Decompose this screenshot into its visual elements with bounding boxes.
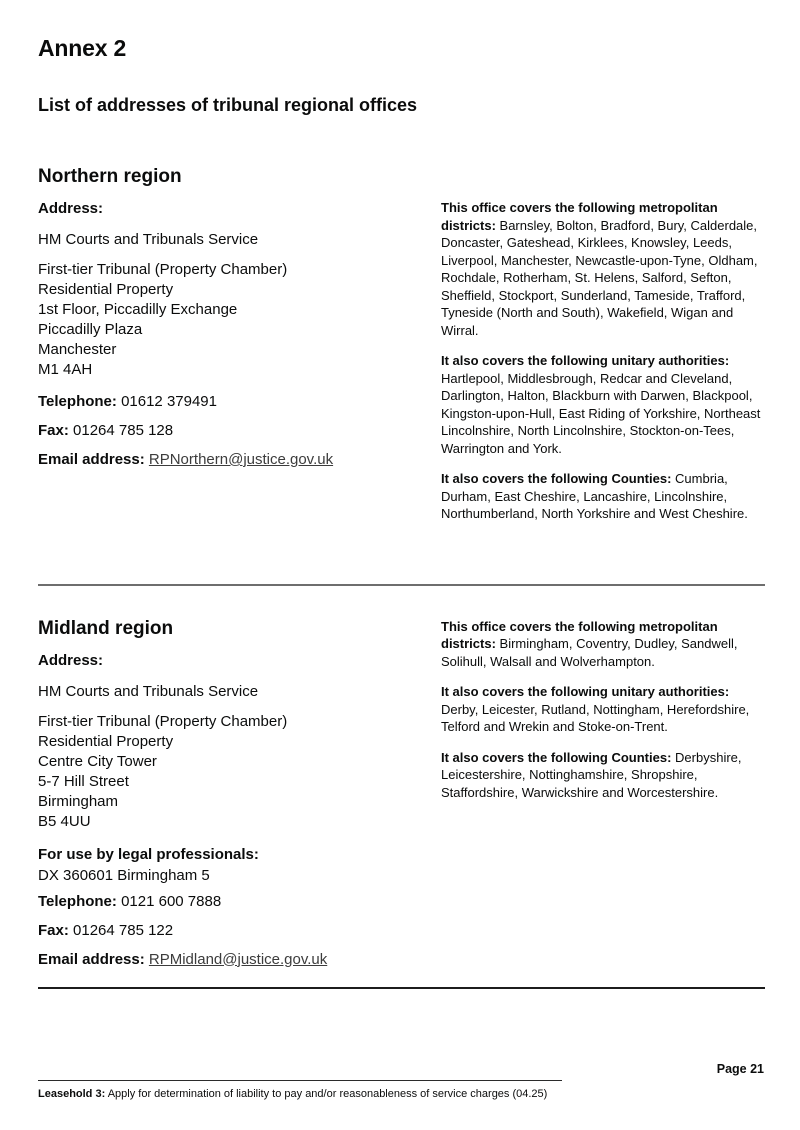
- coverage-lead: It also covers the following unitary authorities:: [441, 684, 730, 699]
- telephone-label: Telephone:: [38, 892, 117, 910]
- page-title: Annex 2: [38, 35, 127, 61]
- northern-address-column: [38, 166, 431, 479]
- address-line: 5-7 Hill Street: [38, 772, 129, 790]
- email-label: Email address:: [38, 451, 145, 468]
- coverage-paragraph: [441, 618, 765, 671]
- coverage-lead: This office covers the following metropolitan districts:: [441, 618, 718, 651]
- midland-fax: [38, 921, 431, 941]
- address-line: Residential Property: [38, 732, 174, 750]
- midland-email-link[interactable]: RPMidland@justice.gov.uk: [148, 950, 328, 968]
- midland-address-label: Address:: [38, 651, 104, 669]
- coverage-paragraph: [441, 749, 765, 802]
- address-line: Piccadilly Plaza: [38, 321, 143, 338]
- fax-label: Fax:: [38, 921, 69, 939]
- address-line: M1 4AH: [38, 361, 93, 378]
- coverage-text: Barnsley, Bolton, Bradford, Bury, Calderdale, Doncaster, Gateshead, Kirklees, Knowsley, Leeds, Liverpool, Manchester, Newcastle-upon-Tyne, Oldham, Rochdale, Rotherham, St. Helens, Salford, Sefton, Sheffield, Stockport, Sunderland, Tameside, Trafford, Tyneside (North and South), Wakefield, Wigan and Wirral.: [441, 217, 758, 338]
- coverage-text: Derby, Leicester, Rutland, Nottingham, Herefordshire, Telford and Wrekin and Stoke-on-Trent.: [441, 701, 750, 734]
- address-line: Residential Property: [38, 281, 174, 298]
- midland-dx-block: [38, 844, 431, 886]
- coverage-paragraph: [441, 683, 765, 736]
- midland-telephone: [38, 892, 431, 912]
- northern-fax: [38, 421, 431, 441]
- address-line: Centre City Tower: [38, 752, 157, 770]
- northern-address-block: [38, 260, 431, 380]
- coverage-text: Cumbria, Durham, East Cheshire, Lancashire, Lincolnshire, Northumberland, North Yorkshire and West Cheshire.: [441, 471, 748, 521]
- email-label: Email address:: [38, 950, 145, 968]
- address-line: First-tier Tribunal (Property Chamber): [38, 712, 288, 730]
- northern-address-label: Address:: [38, 200, 104, 217]
- footnote-lead: Leasehold 3:: [38, 1087, 106, 1100]
- midland-coverage-column: [441, 618, 765, 815]
- address-line: Manchester: [38, 341, 117, 358]
- fax-label: Fax:: [38, 422, 69, 439]
- northern-region-heading: Northern region: [38, 166, 182, 187]
- northern-organisation: HM Courts and Tribunals Service: [38, 231, 259, 248]
- address-line: Birmingham: [38, 792, 119, 810]
- page-footer: [38, 1062, 765, 1101]
- northern-email-link[interactable]: RPNorthern@justice.gov.uk: [148, 451, 334, 468]
- footnote-rule: [38, 1080, 562, 1081]
- telephone-value: 01612 379491: [121, 393, 217, 410]
- coverage-paragraph: [441, 352, 765, 457]
- address-line: 1st Floor, Piccadilly Exchange: [38, 301, 238, 318]
- midland-organisation: HM Courts and Tribunals Service: [38, 682, 259, 700]
- address-line: B5 4UU: [38, 812, 91, 830]
- northern-email: [38, 450, 431, 470]
- midland-region-heading: Midland region: [38, 617, 174, 639]
- telephone-label: Telephone:: [38, 393, 117, 410]
- address-line: First-tier Tribunal (Property Chamber): [38, 261, 288, 278]
- coverage-text: Hartlepool, Middlesbrough, Redcar and Cleveland, Darlington, Halton, Blackburn with Darwen, Blackpool, Kingston-upon-Hull, East Riding of Yorkshire, Northeast Lincolnshire, North Lincolnshire, Stockton-on-Tees, Warrington and York.: [441, 370, 761, 456]
- coverage-text: Derbyshire, Leicestershire, Nottinghamshire, Shropshire, Staffordshire, Warwickshire and Worcestershire.: [441, 749, 742, 800]
- coverage-lead: It also covers the following Counties:: [441, 749, 672, 765]
- page-subtitle: List of addresses of tribunal regional offices: [38, 95, 418, 115]
- dx-value: DX 360601 Birmingham 5: [38, 866, 210, 884]
- midland-address-block: [38, 712, 431, 832]
- section-divider: [38, 584, 765, 586]
- coverage-lead: It also covers the following Counties:: [441, 471, 672, 486]
- midland-address-column: [38, 618, 431, 979]
- northern-coverage-column: [441, 166, 765, 536]
- northern-telephone: [38, 392, 431, 412]
- section-northern-region: [38, 166, 765, 536]
- coverage-lead: It also covers the following unitary authorities:: [441, 353, 730, 368]
- coverage-paragraph: [441, 470, 765, 523]
- midland-email: [38, 950, 431, 970]
- telephone-value: 0121 600 7888: [121, 892, 222, 910]
- footnote-text: Apply for determination of liability to pay and/or reasonableness of service charges (04.25): [107, 1087, 548, 1100]
- fax-value: 01264 785 128: [73, 422, 174, 439]
- fax-value: 01264 785 122: [73, 921, 174, 939]
- section-midland-region: [38, 618, 765, 979]
- dx-label: For use by legal professionals:: [38, 845, 259, 863]
- page-number: Page 21: [716, 1061, 764, 1076]
- coverage-paragraph: [441, 199, 765, 339]
- section-divider-bottom: [38, 987, 765, 989]
- footnote: [38, 1087, 765, 1101]
- coverage-text: Birmingham, Coventry, Dudley, Sandwell, Solihull, Walsall and Wolverhampton.: [441, 636, 738, 669]
- coverage-lead: This office covers the following metropolitan districts:: [441, 200, 718, 233]
